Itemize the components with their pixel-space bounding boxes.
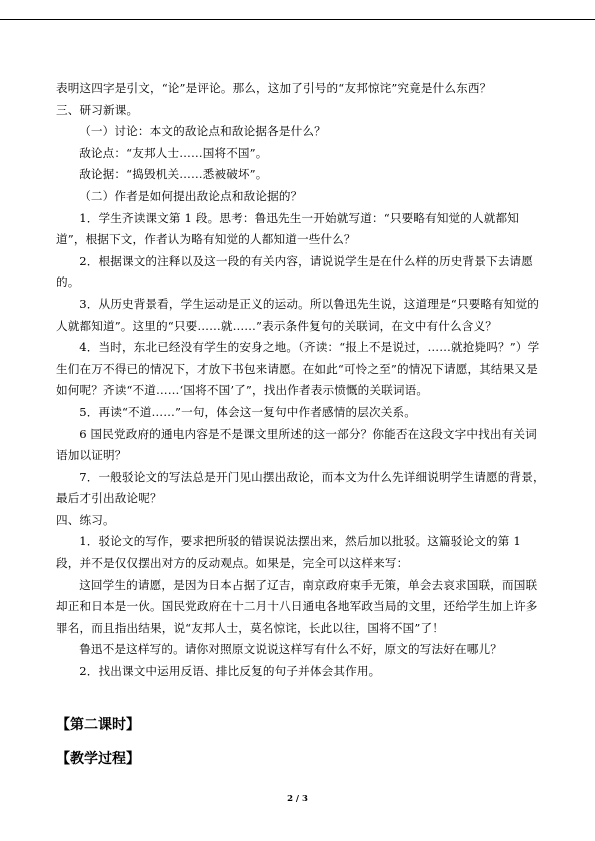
paragraph: 7．一般驳论文的写法总是开门见山摆出敌论，而本文为什么先详细说明学生请愿的背景，最后才引出敌论呢？ <box>56 469 545 506</box>
paragraph: 4．当时，东北已经没有学生的安身之地。（齐读：“报上不是说过，……就抢毙吗？”）学生们在万不得已的情况下，才放下书包来请愿。在如此“可怜之至”的情况下请愿，其结果又是如何呢？齐读“不道……‘国将不国’了”，找出作者表示愤慨的关联词语。 <box>56 340 540 398</box>
page-number: 2 / 3 <box>287 794 308 804</box>
paragraph: 鲁迅不是这样写的。请你对照原文说说这样写有什么不好，原文的写法好在哪儿？ <box>79 642 502 657</box>
paragraph: 1．驳论文的写作，要求把所驳的错误说法摆出来，然后加以批驳。这篇驳论文的第 1 段，并不是仅仅摆出对方的反动观点。如果是，完全可以这样来写： <box>56 534 521 571</box>
paragraph: 2．找出课文中运用反语、排比反复的句子并体会其作用。 <box>79 664 381 679</box>
paragraph: 表明这四字是引文，“论”是评论。那么，这加了引号的“友邦惊诧”究竟是什么东西？ <box>56 81 492 95</box>
paragraph: （一）讨论：本文的敌论点和敌论据各是什么？ <box>79 124 326 139</box>
paragraph: 四、练习。 <box>56 512 115 527</box>
paragraph: 敌论点：“友邦人士……国将不国”。 <box>79 145 268 160</box>
header-rule <box>0 19 595 20</box>
paragraph: 三、研习新课。 <box>56 102 139 117</box>
paragraph: 这回学生的请愿，是因为日本占据了辽吉，南京政府束手无策，单会去哀求国联，而国联却正和日本是一伙。国民党政府在十二月十八日通电各地军政当局的文里，还给学生加上许多罪名，而且指出结果，说“友邦人士，莫名惊诧，长此以往，国将不国”了！ <box>56 577 538 635</box>
document-body <box>56 78 546 683</box>
paragraph: 3．从历史背景看，学生运动是正义的运动。所以鲁迅先生说，这道理是“只要略有知觉的人就都知道”。这里的“只要……就……”表示条件复句的关联词，在文中有什么含义？ <box>56 296 540 333</box>
paragraph: 1．学生齐读课文第 1 段。思考：鲁迅先生一开始就写道：“只要略有知觉的人就都知道”，根据下文，作者认为略有知觉的人都知道一些什么？ <box>56 210 520 247</box>
heading-second-lesson: 【第二课时】 <box>56 717 140 733</box>
paragraph: 5．再读“不道……”一句，体会这一复句中作者感情的层次关系。 <box>79 404 416 419</box>
paragraph: （二）作者是如何提出敌论点和敌论据的？ <box>79 188 303 203</box>
heading-teaching-process: 【教学过程】 <box>56 751 140 767</box>
paragraph: 2．根据课文的注释以及这一段的有关内容，请说说学生是在什么样的历史背景下去请愿的。 <box>56 253 533 290</box>
paragraph: 6 国民党政府的通电内容是不是课文里所述的这一部分？你能否在这段文字中找出有关词语加以证明？ <box>56 426 537 463</box>
paragraph: 敌论据：“捣毁机关……悉被破坏”。 <box>79 167 268 182</box>
